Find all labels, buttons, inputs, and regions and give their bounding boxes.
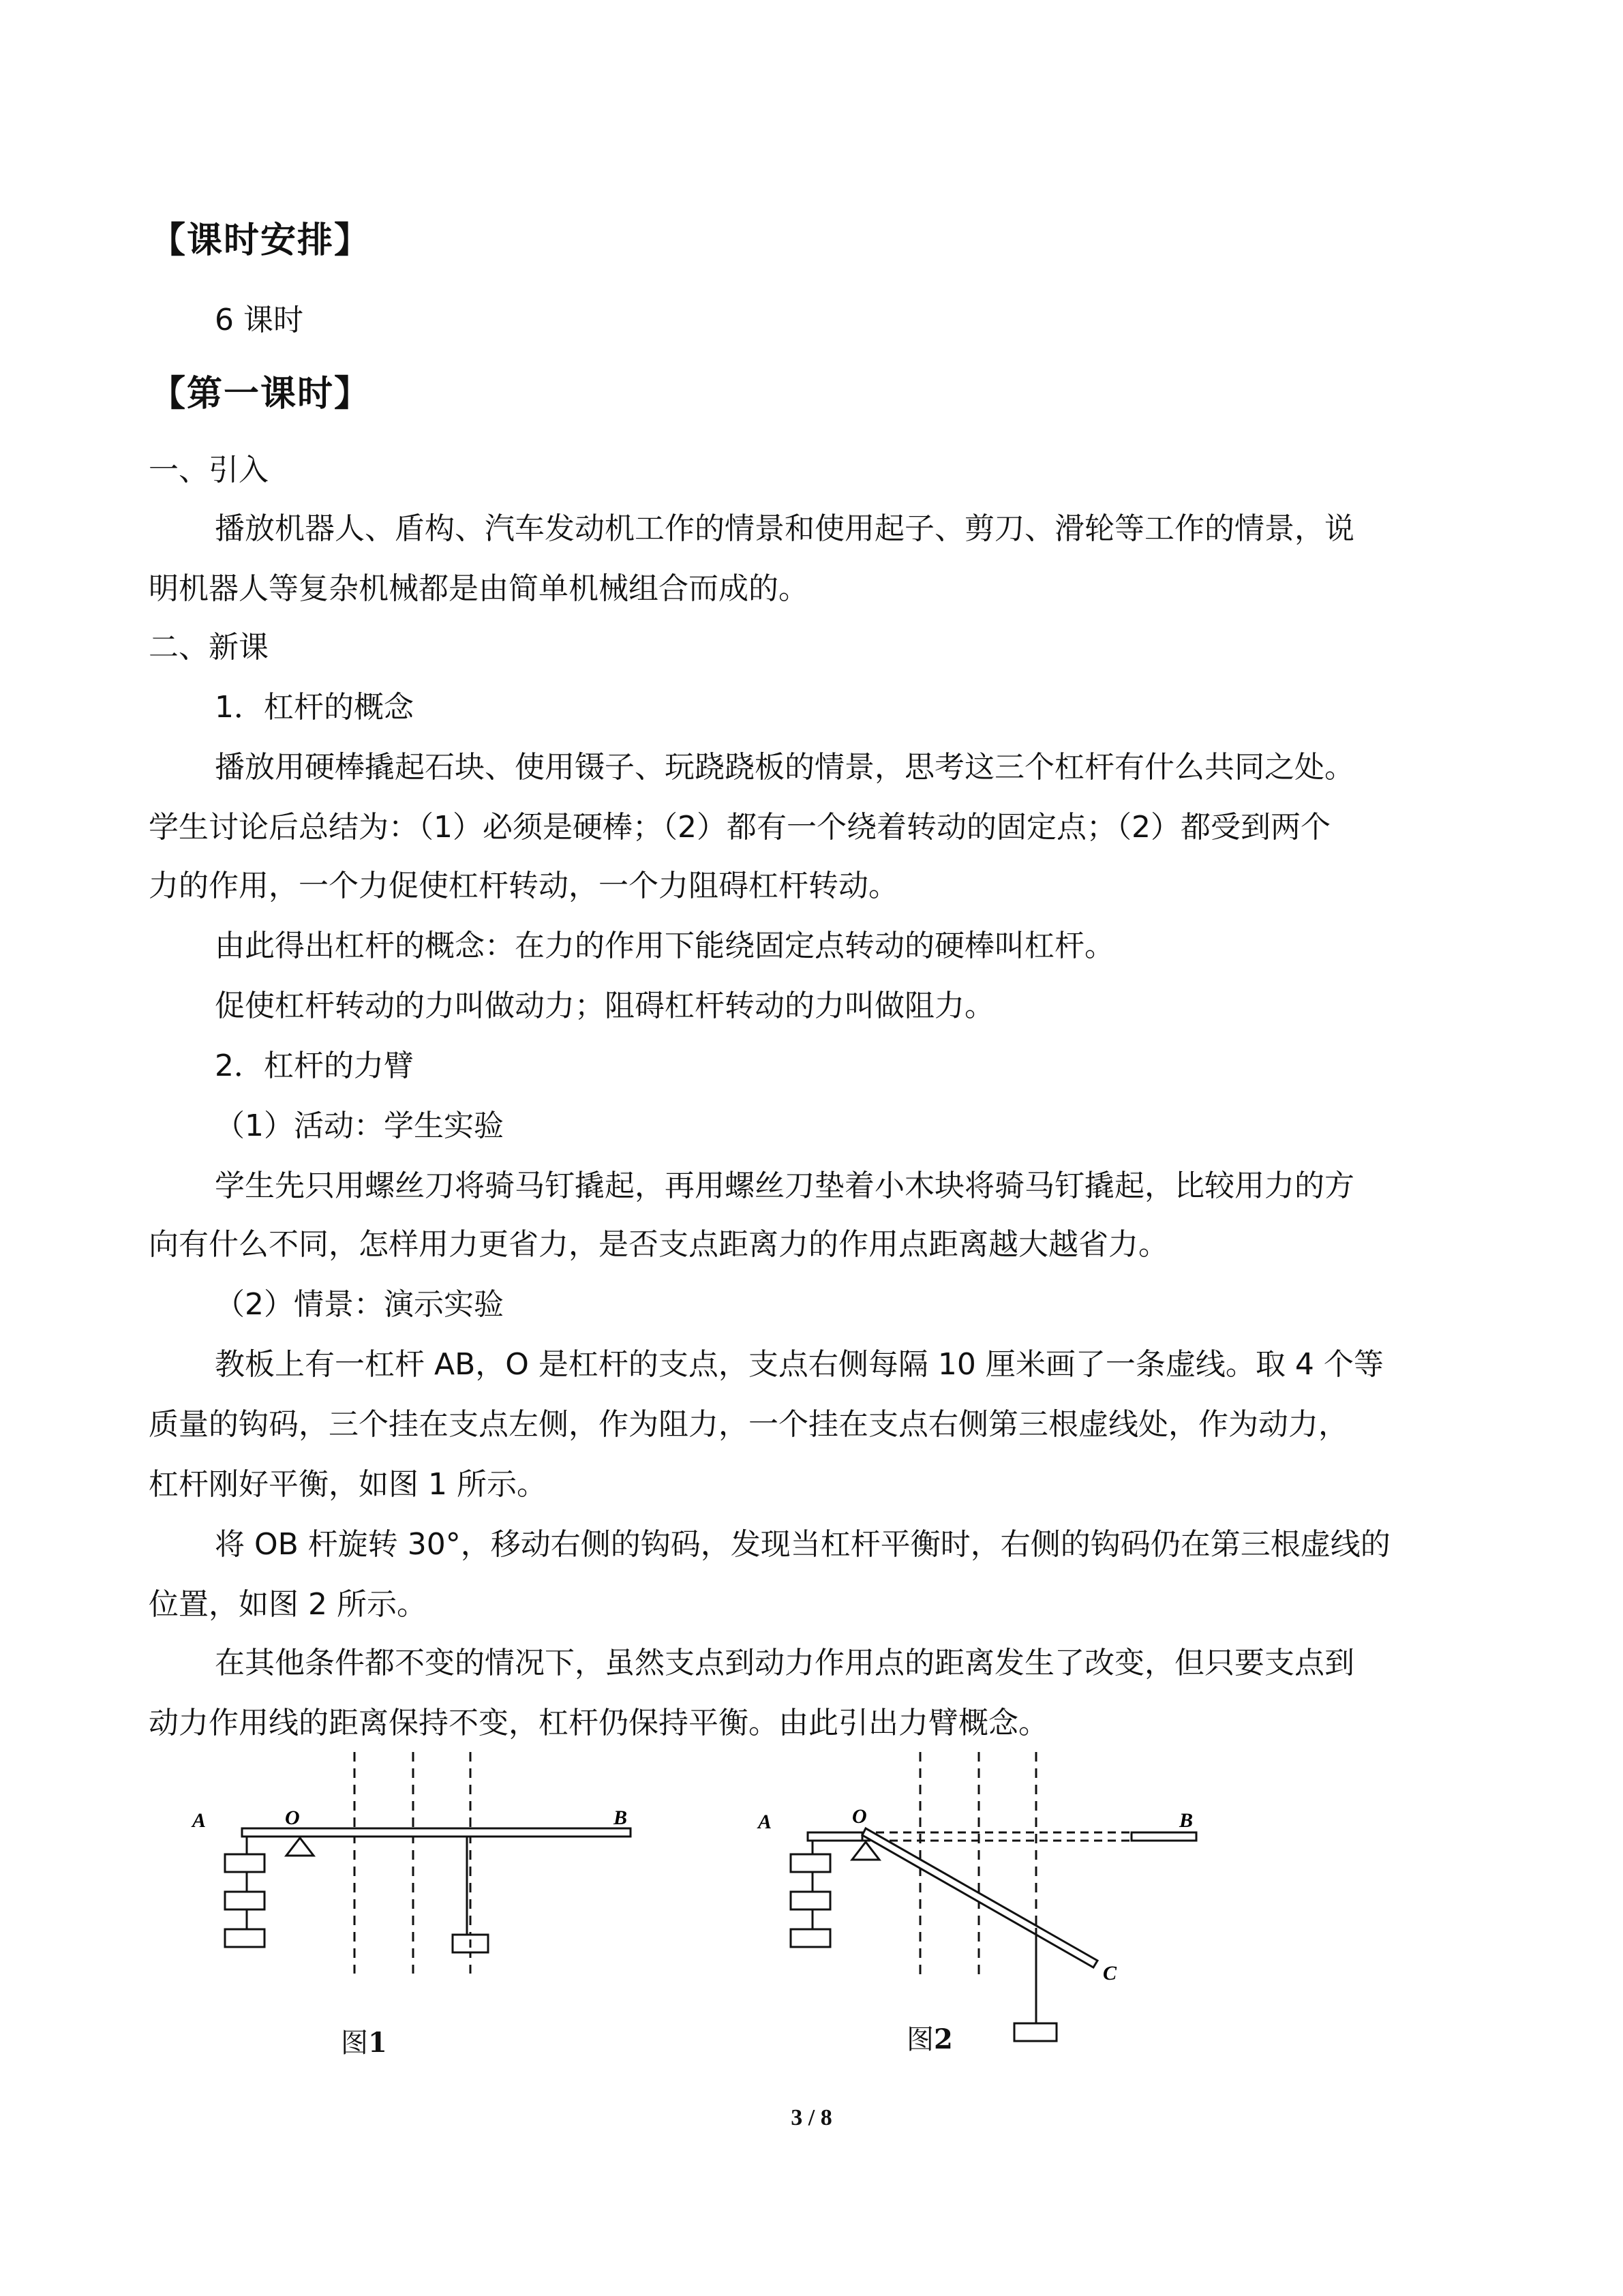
paragraph-line: 促使杠杆转动的力叫做动力；阻碍杠杆转动的力叫做阻力。 [215, 988, 995, 1023]
paragraph-line: 位置，如图 2 所示。 [149, 1587, 427, 1622]
subsection-demo: （2）情景：演示实验 [215, 1287, 504, 1322]
paragraph-line: 在其他条件都不变的情况下，虽然支点到动力作用点的距离发生了改变，但只要支点到 [215, 1646, 1354, 1680]
weight-left-2 [791, 1892, 830, 1909]
weight-right [1014, 2023, 1057, 2041]
paragraph-line: 力的作用，一个力促使杠杆转动，一个力阻碍杠杆转动。 [149, 868, 898, 903]
paragraph-line: 质量的钩码，三个挂在支点左侧，作为阻力，一个挂在支点右侧第三根虚线处，作为动力， [149, 1407, 1348, 1442]
paragraph-line: 杠杆刚好平衡，如图 1 所示。 [149, 1467, 547, 1502]
subsection-lever-arm: 2．杠杆的力臂 [215, 1048, 414, 1083]
figure-1-lever-diagram [184, 1752, 675, 2025]
rotated-bar-oc [862, 1828, 1097, 1967]
fulcrum-triangle [852, 1842, 879, 1860]
paragraph-line: 向有什么不同，怎样用力更省力，是否支点距离力的作用点距离越大越省力。 [149, 1227, 1168, 1262]
caption-number: 1 [368, 2027, 387, 2059]
paragraph-line: 播放机器人、盾构、汽车发动机工作的情景和使用起子、剪刀、滑轮等工作的情景，说 [215, 511, 1354, 546]
page-number: 3 / 8 [791, 2105, 832, 2130]
paragraph-line: 播放用硬棒撬起石块、使用镊子、玩跷跷板的情景，思考这三个杠杆有什么共同之处。 [215, 750, 1354, 785]
heading-schedule: 【课时安排】 [150, 220, 371, 261]
label-o: O [285, 1807, 300, 1829]
section-new-lesson: 二、新课 [149, 630, 269, 665]
lever-segment-b-end [1132, 1832, 1196, 1841]
caption-prefix: 图 [907, 2024, 934, 2055]
label-o: O [852, 1805, 867, 1828]
section-intro: 一、引入 [149, 453, 269, 487]
paragraph-line: 动力作用线的距离保持不变，杠杆仍保持平衡。由此引出力臂概念。 [149, 1706, 1048, 1740]
label-c: C [1103, 1962, 1117, 1984]
paragraph-line: 明机器人等复杂机械都是由简单机械组合而成的。 [149, 571, 808, 606]
label-b: B [1179, 1809, 1194, 1832]
weight-left-3 [791, 1929, 830, 1947]
weight-left-1 [225, 1854, 264, 1872]
subsection-activity: （1）活动：学生实验 [215, 1108, 504, 1143]
figure-2-rotated-lever-diagram [750, 1752, 1241, 2052]
paragraph-line: 将 OB 杆旋转 30°，移动右侧的钩码，发现当杠杆平衡时，右侧的钩码仍在第三根虚线的 [215, 1527, 1391, 1562]
paragraph-line: 由此得出杠杆的概念：在力的作用下能绕固定点转动的硬棒叫杠杆。 [215, 928, 1114, 963]
label-b: B [613, 1807, 628, 1829]
paragraph-line: 学生讨论后总结为：（1）必须是硬棒；（2）都有一个绕着转动的固定点；（2）都受到两个 [149, 810, 1331, 845]
caption-number: 2 [934, 2023, 953, 2055]
weight-left-3 [225, 1929, 264, 1947]
schedule-text: 6 课时 [215, 303, 303, 337]
subsection-lever-concept: 1．杠杆的概念 [215, 690, 414, 725]
figure-1-caption [341, 2021, 387, 2060]
weight-left-1 [791, 1854, 830, 1872]
paragraph-line: 学生先只用螺丝刀将骑马钉撬起，再用螺丝刀垫着小木块将骑马钉撬起，比较用力的方 [215, 1168, 1354, 1203]
label-a: A [758, 1811, 772, 1833]
paragraph-line: 教板上有一杠杆 AB，O 是杠杆的支点，支点右侧每隔 10 厘米画了一条虚线。取 4 个等 [215, 1347, 1384, 1382]
lever-bar-ab [242, 1828, 631, 1837]
caption-prefix: 图 [341, 2027, 368, 2059]
weight-left-2 [225, 1892, 264, 1909]
label-a: A [192, 1809, 207, 1832]
heading-first-lesson: 【第一课时】 [150, 374, 371, 414]
lever-segment-ao [808, 1832, 862, 1841]
fulcrum-triangle [286, 1838, 314, 1856]
figure-2-caption [907, 2018, 953, 2057]
